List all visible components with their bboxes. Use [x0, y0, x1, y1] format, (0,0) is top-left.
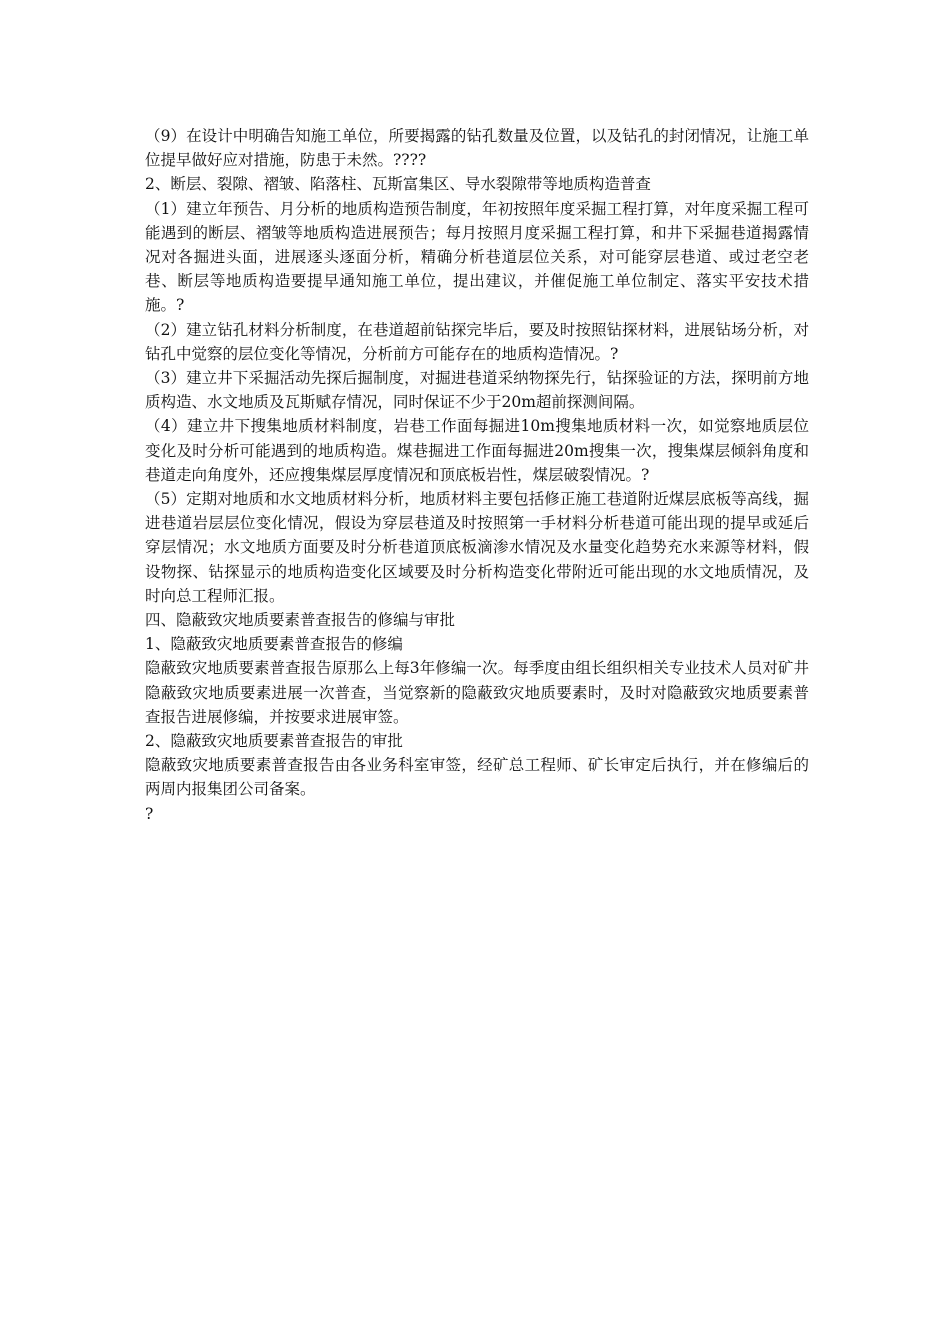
- trailing-mark: ?: [145, 804, 154, 823]
- paragraph-report-approval: 隐蔽致灾地质要素普查报告由各业务科室审签，经矿总工程师、矿长审定后执行，并在修编后的两周内报集团公司备案。: [145, 756, 809, 799]
- section-heading-report-approval: 2、隐蔽致灾地质要素普查报告的审批: [145, 732, 403, 751]
- paragraph-item-4-collect-materials: （4）建立井下搜集地质材料制度，岩巷工作面每掘进10m搜集地质材料一次，如觉察地质层位变化及时分析可能遇到的地质构造。煤巷掘进工作面每掘进20m搜集一次，搜集煤层倾斜角度和巷道走向角度外，还应搜集煤层厚度情况和顶底板岩性，煤层破裂情况。?: [145, 417, 809, 484]
- paragraph-item-1-forecast-system: （1）建立年预告、月分析的地质构造预告制度，年初按照年度采掘工程打算，对年度采掘工程可能遇到的断层、褶皱等地质构造进展预告；每月按照月度采掘工程打算，和井下采掘巷道揭露情况对各掘进头面，进展逐头逐面分析，精确分析巷道层位关系，对可能穿层巷道、或过老空老巷、断层等地质构造要提早通知施工单位，提出建议，并催促施工单位制定、落实平安技术措施。?: [145, 199, 809, 315]
- section-heading-report-revision: 1、隐蔽致灾地质要素普查报告的修编: [145, 635, 403, 654]
- paragraph-item-3-probe-before-dig: （3）建立井下采掘活动先探后掘制度，对掘进巷道采纳物探先行，钻探验证的方法，探明前方地质构造、水文地质及瓦斯赋存情况，同时保证不少于20m超前探测间隔。: [145, 369, 809, 412]
- chapter-heading-report-revision: 四、隐蔽致灾地质要素普查报告的修编与审批: [145, 611, 456, 630]
- paragraph-report-revision: 隐蔽致灾地质要素普查报告原那么上每3年修编一次。每季度由组长组织相关专业技术人员对矿井隐蔽致灾地质要素进展一次普查，当觉察新的隐蔽致灾地质要素时，及时对隐蔽致灾地质要素普查报告进展修编，并按要求进展审签。: [145, 659, 809, 726]
- document-page: [145, 124, 809, 826]
- paragraph-item-9-design-notice: （9）在设计中明确告知施工单位，所要揭露的钻孔数量及位置，以及钻孔的封闭情况，让施工单位提早做好应对措施，防患于未然。????: [145, 127, 809, 170]
- paragraph-item-2-drilling-analysis: （2）建立钻孔材料分析制度，在巷道超前钻探完毕后，要及时按照钻探材料，进展钻场分析，对钻孔中觉察的层位变化等情况，分析前方可能存在的地质构造情况。?: [145, 320, 809, 363]
- paragraph-item-5-periodic-analysis: （5）定期对地质和水文地质材料分析，地质材料主要包括修正施工巷道附近煤层底板等高线，掘进巷道岩层层位变化情况，假设为穿层巷道及时按照第一手材料分析巷道可能出现的提早或延后穿层情况；水文地质方面要及时分析巷道顶底板滴渗水情况及水量变化趋势充水来源等材料，假设物探、钻探显示的地质构造变化区域要及时分析构造变化带附近可能出现的水文地质情况，及时向总工程师汇报。: [145, 490, 809, 605]
- section-heading-structure-survey: 2、断层、裂隙、褶皱、陷落柱、瓦斯富集区、导水裂隙带等地质构造普查: [145, 175, 651, 194]
